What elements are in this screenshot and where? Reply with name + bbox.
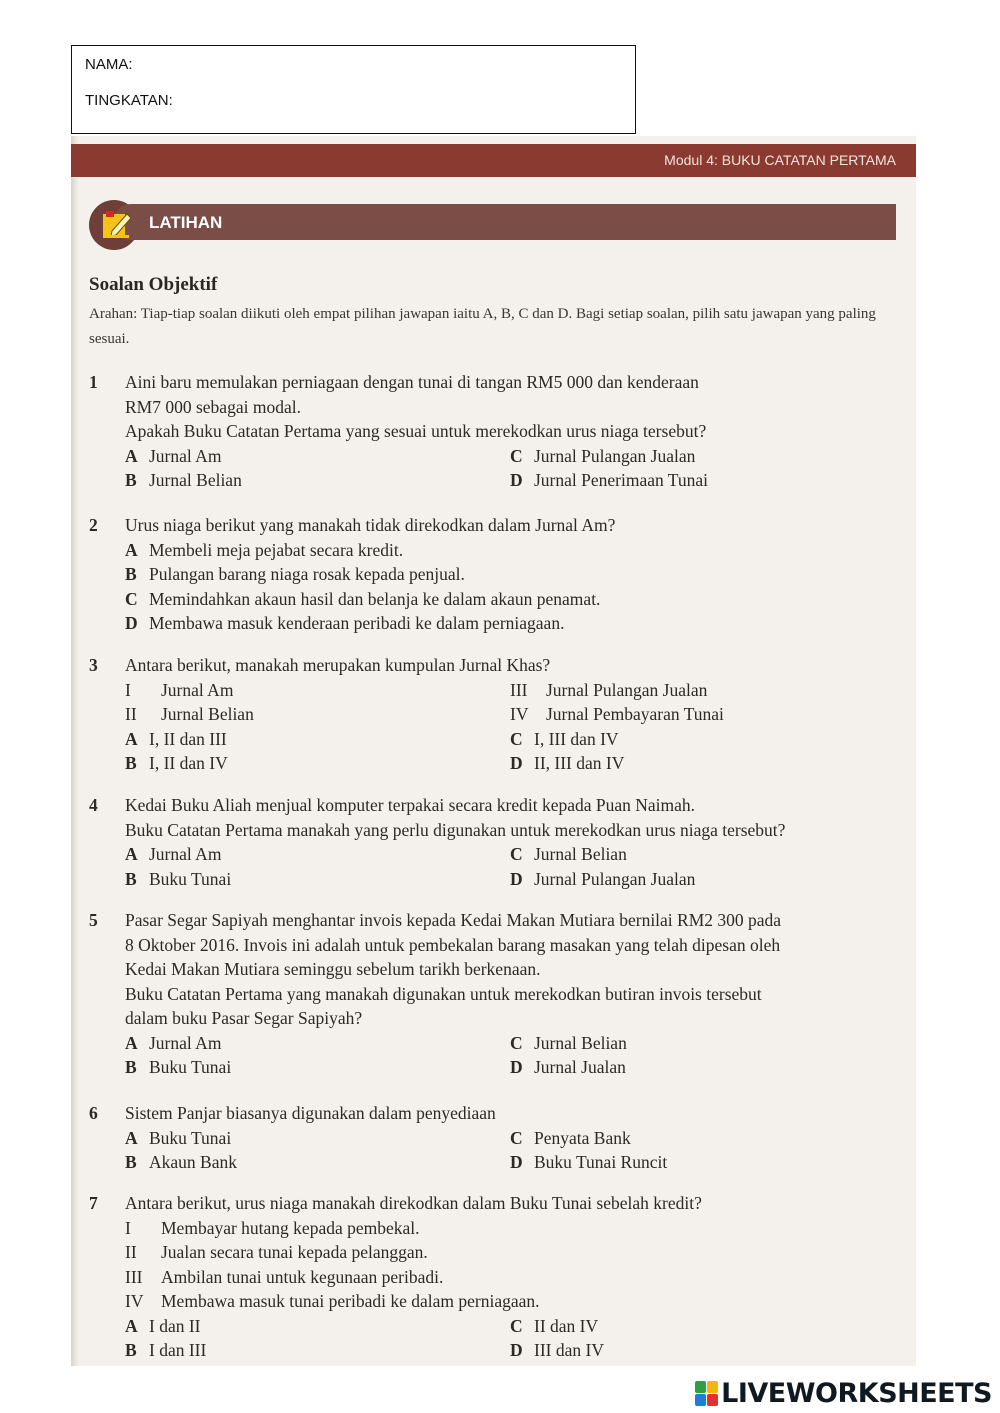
question-number: 6 — [89, 1103, 98, 1123]
page-edge-shadow — [71, 136, 79, 1366]
latihan-banner — [113, 204, 896, 240]
statement-iii: III Jurnal Pulangan Jualan — [510, 679, 708, 700]
question-text: 8 Oktober 2016. Invois ini adalah untuk pembekalan barang masakan yang telah dipesan oleh — [125, 934, 781, 955]
option-a[interactable]: A Buku Tunai — [125, 1127, 232, 1148]
statement-ii: II Jurnal Belian — [125, 704, 254, 724]
option-a[interactable]: A Jurnal Am — [125, 844, 222, 864]
option-d[interactable]: D Jurnal Penerimaan Tunai — [510, 470, 709, 490]
statement-iv: IV Jurnal Pembayaran Tunai — [510, 704, 724, 724]
section-title: Soalan Objektif — [89, 274, 218, 295]
option-b[interactable]: B Buku Tunai — [125, 1057, 232, 1077]
module-title: Modul 4: BUKU CATATAN PERTAMA — [664, 152, 896, 168]
option-c[interactable]: C Memindahkan akaun hasil dan belanja ke dalam akaun penamat. — [125, 588, 601, 609]
statement-iv: IV Membawa masuk tunai peribadi ke dalam perniagaan. — [125, 1291, 540, 1311]
form-label: TINGKATAN: — [85, 92, 173, 109]
question-text: Urus niaga berikut yang manakah tidak direkodkan dalam Jurnal Am? — [125, 515, 616, 535]
option-d[interactable]: D Membawa masuk kenderaan peribadi ke dalam perniagaan. — [125, 613, 565, 633]
option-c[interactable]: C I, III dan IV — [510, 728, 619, 749]
pencil-note-icon — [100, 208, 134, 240]
question-1 — [89, 370, 899, 493]
question-text: Buku Catatan Pertama manakah yang perlu digunakan untuk merekodkan urus niaga tersebut? — [125, 819, 786, 840]
module-banner — [71, 144, 916, 177]
scanned-page — [71, 136, 916, 1366]
option-d[interactable]: D Buku Tunai Runcit — [510, 1152, 668, 1172]
student-info-box — [71, 45, 636, 134]
option-c[interactable]: C II dan IV — [510, 1315, 599, 1336]
question-text: Antara berikut, urus niaga manakah direkodkan dalam Buku Tunai sebelah kredit? — [125, 1193, 702, 1213]
question-2 — [89, 513, 899, 636]
question-number: 1 — [89, 372, 98, 392]
question-5 — [89, 908, 899, 1080]
statement-i: I Membayar hutang kepada pembekal. — [125, 1217, 420, 1238]
option-a[interactable]: A I dan II — [125, 1315, 201, 1336]
question-text: Aini baru memulakan perniagaan dengan tunai di tangan RM5 000 dan kenderaan — [125, 372, 699, 392]
question-text: Apakah Buku Catatan Pertama yang sesuai untuk merekodkan urus niaga tersebut? — [125, 421, 707, 441]
statement-i: I Jurnal Am — [125, 679, 234, 700]
question-4 — [89, 793, 899, 891]
option-a[interactable]: A Jurnal Am — [125, 1032, 222, 1053]
question-number: 5 — [89, 910, 98, 930]
liveworksheets-logo-icon — [695, 1381, 717, 1405]
option-b[interactable]: B Akaun Bank — [125, 1152, 237, 1172]
option-b[interactable]: B I, II dan IV — [125, 753, 228, 773]
question-text: RM7 000 sebagai modal. — [125, 396, 301, 417]
question-text: Kedai Makan Mutiara seminggu sebelum tarikh berkenaan. — [125, 959, 541, 979]
name-label: NAMA: — [85, 56, 133, 73]
option-c[interactable]: C Jurnal Pulangan Jualan — [510, 445, 696, 466]
question-text: Pasar Segar Sapiyah menghantar invois kepada Kedai Makan Mutiara bernilai RM2 300 pada — [125, 910, 782, 930]
statement-iii: III Ambilan tunai untuk kegunaan peribadi. — [125, 1266, 444, 1287]
option-d[interactable]: D III dan IV — [510, 1340, 604, 1360]
option-d[interactable]: D II, III dan IV — [510, 753, 625, 773]
question-text: Kedai Buku Aliah menjual komputer terpakai secara kredit kepada Puan Naimah. — [125, 795, 696, 815]
liveworksheets-logo — [695, 1377, 992, 1409]
option-a[interactable]: A Membeli meja pejabat secara kredit. — [125, 539, 404, 560]
option-b[interactable]: B Buku Tunai — [125, 868, 232, 889]
option-b[interactable]: B Pulangan barang niaga rosak kepada penjual. — [125, 564, 465, 584]
question-number: 2 — [89, 515, 98, 535]
option-c[interactable]: C Jurnal Belian — [510, 844, 627, 864]
latihan-title: LATIHAN — [149, 213, 223, 232]
option-b[interactable]: B I dan III — [125, 1340, 207, 1360]
brand-name: LIVEWORKSHEETS — [721, 1377, 992, 1409]
question-number: 4 — [89, 795, 98, 815]
option-c[interactable]: C Penyata Bank — [510, 1127, 631, 1148]
statement-ii: II Jualan secara tunai kepada pelanggan. — [125, 1242, 428, 1262]
option-b[interactable]: B Jurnal Belian — [125, 470, 242, 490]
question-text: dalam buku Pasar Segar Sapiyah? — [125, 1008, 363, 1028]
question-7 — [89, 1191, 899, 1363]
question-text: Sistem Panjar biasanya digunakan dalam penyediaan — [125, 1103, 496, 1123]
question-3 — [89, 653, 899, 776]
question-text: Antara berikut, manakah merupakan kumpulan Jurnal Khas? — [125, 655, 551, 675]
option-c[interactable]: C Jurnal Belian — [510, 1032, 627, 1053]
question-6 — [89, 1101, 899, 1175]
option-d[interactable]: D Jurnal Pulangan Jualan — [510, 868, 696, 889]
option-d[interactable]: D Jurnal Jualan — [510, 1057, 626, 1077]
instruction-text: Arahan: Tiap-tiap soalan diikuti oleh empat pilihan jawapan iaitu A, B, C dan D. Bagi setiap soalan, pilih satu jawapan yang paling sesuai. — [89, 306, 876, 347]
question-text: Buku Catatan Pertama yang manakah digunakan untuk merekodkan butiran invois tersebut — [125, 983, 762, 1004]
question-number: 7 — [89, 1193, 98, 1213]
question-number: 3 — [89, 655, 98, 675]
option-a[interactable]: A Jurnal Am — [125, 445, 222, 466]
option-a[interactable]: A I, II dan III — [125, 728, 227, 749]
